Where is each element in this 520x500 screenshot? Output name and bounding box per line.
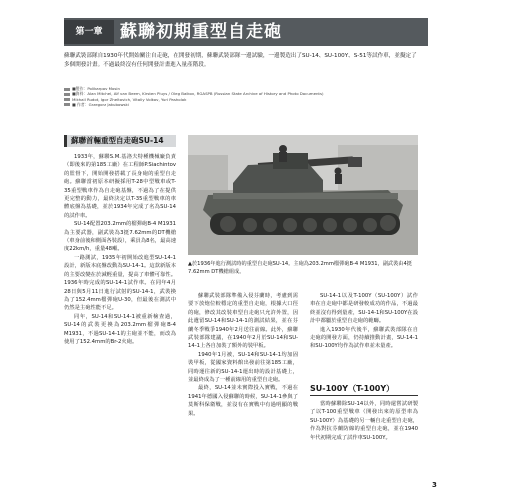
bullet-icon [64, 98, 70, 101]
credit-line: ■製作：Polikarpov Mosin [64, 86, 418, 91]
page-title: 蘇聯初期重型自走砲 [120, 22, 282, 42]
paragraph: 同年，SU-14和SU-14-1被重新檢查過，SU-14的武裝更換為203.2mm榴彈砲B-4 M1931，不過SU-14-1的主砲並不能，而改為使用了152.4mm的Br-2火砲。 [64, 313, 176, 345]
paragraph: 蘇聯武裝部隊準備入侵芬蘭時，考慮到需要下放炮位較穩定的重型自走砲，根據大口徑的砲，修改其改裝車型自走砲只允許外置，因此遺留SU-14和SU-14-1的測試結果，並在芬蘭冬季戰爭1940年2月送往前線。此外，蘇聯武裝部隊建議，在1940年2月於SU-14和SU-14-1上各自加裝了額外的裝甲板。 [188, 293, 298, 350]
section-heading: 蘇聯首輛重型自走砲SU-14 [64, 135, 176, 147]
bullet-icon [64, 103, 70, 106]
paragraph: SU-14-1以及T-100Y（SU-100Y）試作車在自走砲中都是研發較成功的作品，不過最終並沒有得到量產，SU-14-1和SU-100Y在設計中都屬於重型自走砲的範疇。 [310, 293, 418, 325]
photo-caption: ▲於1936年進行測試時的重型自走砲SU-14。主砲為203.2mm榴彈砲B-4 M1931，副武裝由4挺7.62mm DT機槍組成。 [188, 261, 412, 275]
chapter-label: 第一章 [64, 20, 114, 44]
su-14-self-propelled-gun-image [188, 135, 418, 255]
bullet-icon [64, 88, 70, 91]
paragraph: 一路測試，1935年初開始改進型SU-14-1設計，新版本底盤改動為SU-14-1。這款新版本的主要改變在於減輕重量，提高了車體可靠性。1936年時完成的SU-14-1試作車。在同年4月28日與5月11日進行試射的SU-14-1，武裝換為了152.4mm榴彈砲U-30，但最後在測試中仍然是主砲性能不足。 [64, 254, 176, 312]
intro-text: 蘇聯武裝部隊自1930年代開始關注自走砲，在開發初期，蘇聯武裝部隊一邊試驗，一邊製造出了SU-14、SU-100Y、S-51等試作車，並擬定了多個開發計畫。不過最終沒有任何開發計畫進入量產階段。 [64, 53, 417, 68]
credit-line: ■ 作者：Grzegorz Jakubowski [64, 102, 418, 107]
credits [64, 86, 418, 107]
body-column-3-continued [310, 400, 418, 442]
paragraph: 1940年1月被，SU-14和SU-14-1均加固裝甲板，從國家資料館出發前往第185工廠，同時運往新的SU-14-1運出時的設計基礎上，並最終成為了一種前線用的重型自走砲。 [188, 351, 298, 384]
subsection-heading: SU-100Y（T-100Y） [310, 382, 418, 396]
credit-line: Mikhail Rudot, Igor Zheltovich, Vitaliy Volkov, Yuri Pasholok [64, 97, 418, 102]
body-column-3 [310, 292, 418, 351]
paragraph: 1933年，蘇聯S.M.基洛夫特種機械廠負責（即後來的第185工廠）在工程師P.Siachintov的監督下，開始開發搭載了長身砲的重型自走砲。蘇聯當初原本研擬採用T-28中型戰車或T-35重型戰車作為自走砲基盤，不過為了在提供更完整的動力，最終決定以T-35重型戰車的車體底盤為基礎，並於1934年完成了名為SU-14的試作車。 [64, 154, 176, 219]
page-number: 3 [432, 481, 437, 489]
tank-photo [188, 135, 418, 255]
credit-line: ■資料：Alan Mitchel, Alf van Beem, Kirsten Pluys / Oleg Baikov, RGASPB (Russian State Archive of History and Photo Documents) [64, 91, 418, 96]
paragraph: SU-14配置203.2mm的榴彈砲B-4 M1931為主要武器，副武裝為3挺7.62mm的DT機槍（車身前後和側面各裝設），乘員為8名，最高速度22km/h，重量48噸。 [64, 221, 176, 253]
paragraph: 當時蘇聯除SU-14以外，同時還嘗試研製了以T-100重型戰車（開發出來的原型車為SU-100Y）為基礎的另一輛自走重型自走砲，作為對抗芬蘭防線的重型自走砲，並在1940年代初期完成了試作車SU-100Y。 [310, 401, 418, 441]
paragraph: 最終，SU-14並未實際投入實戰，不過在1941年德國入侵蘇聯的時候，SU-14-1參與了莫斯科保衛戰，並沒有在實戰中有過明顯的戰果。 [188, 385, 298, 417]
paragraph: 進入1930年代後半，蘇聯武裝部隊在自走砲的開發方面，仍持續推動計畫，SU-14-1和SU-100Y均作為試作車並未量產。 [310, 326, 418, 350]
body-column-2 [188, 292, 298, 418]
bullet-icon [64, 93, 70, 96]
body-column-1 [64, 153, 176, 346]
